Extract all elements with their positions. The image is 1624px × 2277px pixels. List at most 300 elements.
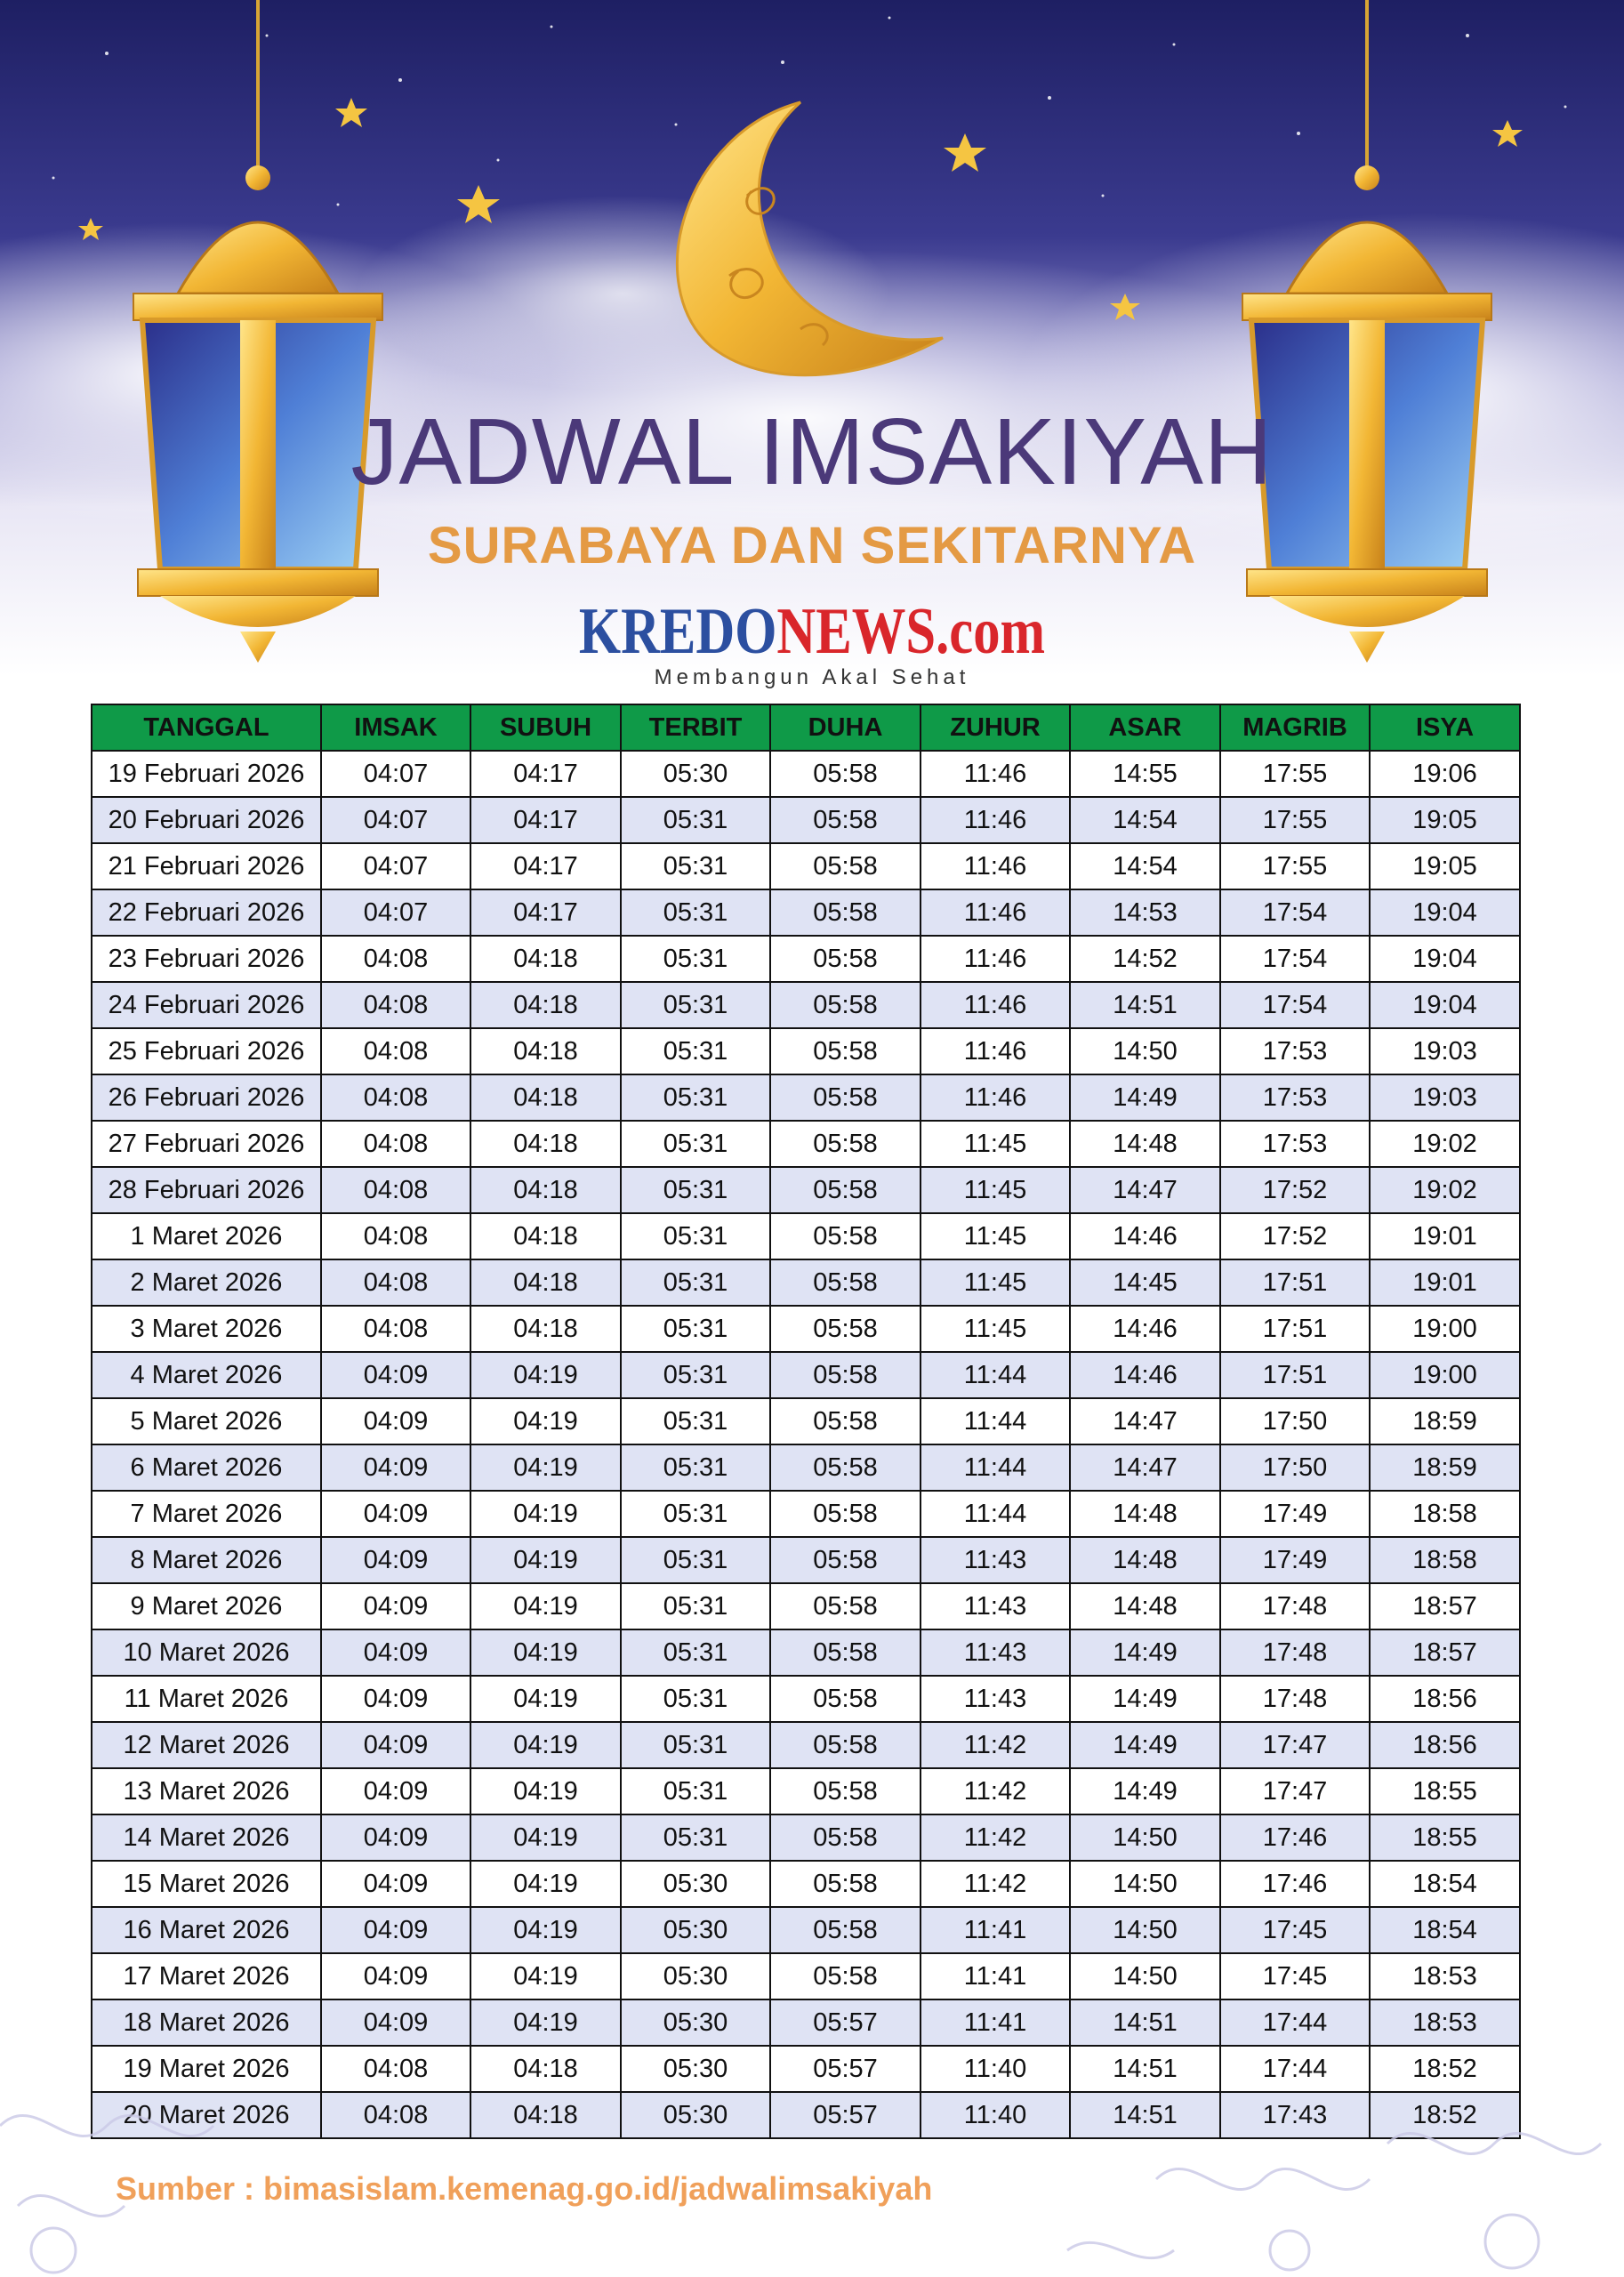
cell-terbit: 05:30 [621, 1907, 770, 1953]
cell-magrib: 17:49 [1220, 1537, 1370, 1583]
cell-subuh: 04:17 [470, 843, 621, 889]
cell-imsak: 04:08 [321, 2046, 470, 2092]
cell-magrib: 17:52 [1220, 1167, 1370, 1213]
cell-magrib: 17:44 [1220, 1999, 1370, 2046]
table-row [92, 797, 1520, 843]
cell-duha: 05:58 [770, 1213, 921, 1259]
cell-subuh: 04:19 [470, 1352, 621, 1398]
header-terbit: TERBIT [621, 704, 770, 751]
cell-asar: 14:46 [1070, 1352, 1220, 1398]
cell-tanggal: 14 Maret 2026 [92, 1814, 321, 1861]
cell-asar: 14:48 [1070, 1583, 1220, 1629]
cell-asar: 14:46 [1070, 1306, 1220, 1352]
cell-terbit: 05:31 [621, 1444, 770, 1491]
cell-magrib: 17:51 [1220, 1259, 1370, 1306]
cell-isya: 19:04 [1370, 982, 1520, 1028]
cell-imsak: 04:07 [321, 751, 470, 797]
cell-subuh: 04:19 [470, 1768, 621, 1814]
table-row [92, 1814, 1520, 1861]
cell-terbit: 05:31 [621, 1074, 770, 1121]
cell-isya: 18:57 [1370, 1629, 1520, 1676]
header-magrib: MAGRIB [1220, 704, 1370, 751]
cell-duha: 05:58 [770, 1491, 921, 1537]
cell-subuh: 04:18 [470, 1306, 621, 1352]
cell-asar: 14:54 [1070, 797, 1220, 843]
cell-isya: 19:05 [1370, 843, 1520, 889]
cell-zuhur: 11:41 [921, 1953, 1070, 1999]
table-row [92, 1028, 1520, 1074]
cell-zuhur: 11:40 [921, 2092, 1070, 2138]
cell-terbit: 05:31 [621, 1722, 770, 1768]
cell-isya: 19:02 [1370, 1121, 1520, 1167]
cell-terbit: 05:31 [621, 1768, 770, 1814]
cell-zuhur: 11:44 [921, 1352, 1070, 1398]
cell-tanggal: 25 Februari 2026 [92, 1028, 321, 1074]
cell-magrib: 17:48 [1220, 1629, 1370, 1676]
cell-isya: 18:52 [1370, 2092, 1520, 2138]
cell-duha: 05:58 [770, 843, 921, 889]
cell-terbit: 05:31 [621, 1398, 770, 1444]
cell-tanggal: 10 Maret 2026 [92, 1629, 321, 1676]
cell-tanggal: 19 Februari 2026 [92, 751, 321, 797]
cell-magrib: 17:50 [1220, 1398, 1370, 1444]
cell-isya: 19:02 [1370, 1167, 1520, 1213]
cell-isya: 18:56 [1370, 1676, 1520, 1722]
cell-zuhur: 11:44 [921, 1444, 1070, 1491]
cell-magrib: 17:53 [1220, 1121, 1370, 1167]
cell-subuh: 04:18 [470, 1167, 621, 1213]
cell-subuh: 04:17 [470, 889, 621, 936]
cell-imsak: 04:07 [321, 797, 470, 843]
cell-terbit: 05:31 [621, 1537, 770, 1583]
cell-isya: 18:55 [1370, 1814, 1520, 1861]
cell-terbit: 05:31 [621, 1583, 770, 1629]
cell-asar: 14:47 [1070, 1167, 1220, 1213]
cell-isya: 18:53 [1370, 1953, 1520, 1999]
cell-isya: 18:53 [1370, 1999, 1520, 2046]
cell-isya: 19:00 [1370, 1352, 1520, 1398]
cell-magrib: 17:48 [1220, 1676, 1370, 1722]
cell-imsak: 04:08 [321, 1074, 470, 1121]
cell-imsak: 04:08 [321, 982, 470, 1028]
cell-asar: 14:50 [1070, 1861, 1220, 1907]
cell-tanggal: 16 Maret 2026 [92, 1907, 321, 1953]
cell-tanggal: 11 Maret 2026 [92, 1676, 321, 1722]
table-row [92, 1537, 1520, 1583]
cell-imsak: 04:09 [321, 1907, 470, 1953]
cell-tanggal: 20 Februari 2026 [92, 797, 321, 843]
cell-magrib: 17:44 [1220, 2046, 1370, 2092]
poster-subtitle: SURABAYA DAN SEKITARNYA [427, 517, 1197, 575]
cell-asar: 14:47 [1070, 1444, 1220, 1491]
cell-duha: 05:58 [770, 1167, 921, 1213]
cell-subuh: 04:19 [470, 1398, 621, 1444]
cell-magrib: 17:53 [1220, 1074, 1370, 1121]
cell-asar: 14:46 [1070, 1213, 1220, 1259]
cell-asar: 14:49 [1070, 1768, 1220, 1814]
cell-subuh: 04:19 [470, 1537, 621, 1583]
cell-asar: 14:52 [1070, 936, 1220, 982]
cell-duha: 05:58 [770, 1907, 921, 1953]
table-row [92, 936, 1520, 982]
cell-tanggal: 28 Februari 2026 [92, 1167, 321, 1213]
header-subuh: SUBUH [470, 704, 621, 751]
table-row [92, 1074, 1520, 1121]
table-row [92, 751, 1520, 797]
cell-duha: 05:58 [770, 751, 921, 797]
cell-tanggal: 17 Maret 2026 [92, 1953, 321, 1999]
table-row [92, 1306, 1520, 1352]
cell-zuhur: 11:41 [921, 1907, 1070, 1953]
header-asar: ASAR [1070, 704, 1220, 751]
cell-isya: 18:59 [1370, 1444, 1520, 1491]
cell-imsak: 04:07 [321, 889, 470, 936]
cell-asar: 14:50 [1070, 1953, 1220, 1999]
cell-isya: 19:04 [1370, 889, 1520, 936]
cell-imsak: 04:09 [321, 1352, 470, 1398]
cell-isya: 19:01 [1370, 1259, 1520, 1306]
cell-isya: 18:58 [1370, 1491, 1520, 1537]
cell-isya: 19:03 [1370, 1028, 1520, 1074]
cell-tanggal: 1 Maret 2026 [92, 1213, 321, 1259]
cell-asar: 14:49 [1070, 1074, 1220, 1121]
cell-tanggal: 5 Maret 2026 [92, 1398, 321, 1444]
cell-zuhur: 11:46 [921, 889, 1070, 936]
cell-imsak: 04:09 [321, 1722, 470, 1768]
cell-subuh: 04:19 [470, 1814, 621, 1861]
cell-terbit: 05:30 [621, 2092, 770, 2138]
cell-imsak: 04:09 [321, 1768, 470, 1814]
cell-isya: 18:54 [1370, 1861, 1520, 1907]
cell-tanggal: 12 Maret 2026 [92, 1722, 321, 1768]
cell-tanggal: 21 Februari 2026 [92, 843, 321, 889]
table-row [92, 1121, 1520, 1167]
cell-duha: 05:57 [770, 2046, 921, 2092]
cell-isya: 19:01 [1370, 1213, 1520, 1259]
cell-subuh: 04:19 [470, 1953, 621, 1999]
table-row [92, 1768, 1520, 1814]
cell-imsak: 04:09 [321, 1629, 470, 1676]
cell-zuhur: 11:40 [921, 2046, 1070, 2092]
cell-zuhur: 11:42 [921, 1722, 1070, 1768]
cell-zuhur: 11:42 [921, 1768, 1070, 1814]
cell-imsak: 04:09 [321, 1491, 470, 1537]
cell-zuhur: 11:45 [921, 1306, 1070, 1352]
cell-asar: 14:47 [1070, 1398, 1220, 1444]
cell-tanggal: 3 Maret 2026 [92, 1306, 321, 1352]
cell-duha: 05:58 [770, 982, 921, 1028]
cell-asar: 14:51 [1070, 1999, 1220, 2046]
cell-tanggal: 8 Maret 2026 [92, 1537, 321, 1583]
cell-tanggal: 7 Maret 2026 [92, 1491, 321, 1537]
cell-imsak: 04:09 [321, 1861, 470, 1907]
table-row [92, 843, 1520, 889]
table-row [92, 1167, 1520, 1213]
cell-isya: 18:56 [1370, 1722, 1520, 1768]
cell-terbit: 05:31 [621, 1121, 770, 1167]
cell-terbit: 05:30 [621, 751, 770, 797]
table-row [92, 1999, 1520, 2046]
cell-imsak: 04:09 [321, 1444, 470, 1491]
cell-duha: 05:57 [770, 2092, 921, 2138]
cell-imsak: 04:08 [321, 1306, 470, 1352]
cell-subuh: 04:19 [470, 1629, 621, 1676]
cell-asar: 14:51 [1070, 2092, 1220, 2138]
poster-title: JADWAL IMSAKIYAH [350, 399, 1274, 504]
cell-zuhur: 11:43 [921, 1537, 1070, 1583]
cell-tanggal: 4 Maret 2026 [92, 1352, 321, 1398]
cell-duha: 05:57 [770, 1999, 921, 2046]
cell-isya: 18:55 [1370, 1768, 1520, 1814]
header-isya: ISYA [1370, 704, 1520, 751]
cell-zuhur: 11:42 [921, 1814, 1070, 1861]
cell-magrib: 17:47 [1220, 1722, 1370, 1768]
cell-subuh: 04:19 [470, 1491, 621, 1537]
cell-duha: 05:58 [770, 1074, 921, 1121]
cell-tanggal: 26 Februari 2026 [92, 1074, 321, 1121]
cell-asar: 14:51 [1070, 2046, 1220, 2092]
cell-asar: 14:51 [1070, 982, 1220, 1028]
cell-asar: 14:48 [1070, 1537, 1220, 1583]
cell-terbit: 05:31 [621, 889, 770, 936]
cell-magrib: 17:54 [1220, 982, 1370, 1028]
cell-duha: 05:58 [770, 1259, 921, 1306]
cell-subuh: 04:19 [470, 1444, 621, 1491]
cell-terbit: 05:31 [621, 1259, 770, 1306]
cell-terbit: 05:31 [621, 843, 770, 889]
cell-duha: 05:58 [770, 1306, 921, 1352]
cell-imsak: 04:09 [321, 1814, 470, 1861]
cell-imsak: 04:08 [321, 2092, 470, 2138]
cell-magrib: 17:50 [1220, 1444, 1370, 1491]
source-credit: Sumber : bimasislam.kemenag.go.id/jadwalimsakiyah [116, 2170, 933, 2207]
cell-terbit: 05:31 [621, 1676, 770, 1722]
cell-imsak: 04:09 [321, 1953, 470, 1999]
cell-duha: 05:58 [770, 1444, 921, 1491]
cell-terbit: 05:31 [621, 797, 770, 843]
cell-zuhur: 11:43 [921, 1676, 1070, 1722]
cell-subuh: 04:17 [470, 751, 621, 797]
cell-subuh: 04:18 [470, 982, 621, 1028]
cell-subuh: 04:18 [470, 1121, 621, 1167]
cell-magrib: 17:46 [1220, 1861, 1370, 1907]
cell-zuhur: 11:44 [921, 1491, 1070, 1537]
cell-tanggal: 24 Februari 2026 [92, 982, 321, 1028]
cell-magrib: 17:46 [1220, 1814, 1370, 1861]
cell-isya: 18:54 [1370, 1907, 1520, 1953]
table-row [92, 1629, 1520, 1676]
cell-imsak: 04:08 [321, 936, 470, 982]
cell-tanggal: 22 Februari 2026 [92, 889, 321, 936]
cell-terbit: 05:31 [621, 982, 770, 1028]
cell-terbit: 05:31 [621, 1629, 770, 1676]
cell-imsak: 04:08 [321, 1028, 470, 1074]
table-row [92, 1722, 1520, 1768]
cell-isya: 19:03 [1370, 1074, 1520, 1121]
brand-tagline: Membangun Akal Sehat [654, 665, 970, 689]
header-zuhur: ZUHUR [921, 704, 1070, 751]
cell-subuh: 04:18 [470, 1259, 621, 1306]
cell-zuhur: 11:44 [921, 1398, 1070, 1444]
cell-duha: 05:58 [770, 1121, 921, 1167]
cell-imsak: 04:09 [321, 1398, 470, 1444]
cell-isya: 18:57 [1370, 1583, 1520, 1629]
cell-terbit: 05:31 [621, 1213, 770, 1259]
cell-tanggal: 18 Maret 2026 [92, 1999, 321, 2046]
cell-magrib: 17:47 [1220, 1768, 1370, 1814]
cell-subuh: 04:19 [470, 1676, 621, 1722]
cell-terbit: 05:30 [621, 1999, 770, 2046]
cell-asar: 14:50 [1070, 1907, 1220, 1953]
table-row [92, 889, 1520, 936]
cell-duha: 05:58 [770, 1768, 921, 1814]
cell-duha: 05:58 [770, 1676, 921, 1722]
cell-isya: 18:52 [1370, 2046, 1520, 2092]
cell-duha: 05:58 [770, 1398, 921, 1444]
cell-subuh: 04:18 [470, 936, 621, 982]
cell-tanggal: 2 Maret 2026 [92, 1259, 321, 1306]
cell-magrib: 17:51 [1220, 1306, 1370, 1352]
cell-duha: 05:58 [770, 797, 921, 843]
cell-terbit: 05:31 [621, 1352, 770, 1398]
brand-logo [146, 596, 1477, 667]
cell-duha: 05:58 [770, 1629, 921, 1676]
cell-zuhur: 11:45 [921, 1213, 1070, 1259]
cell-subuh: 04:18 [470, 1213, 621, 1259]
cell-terbit: 05:31 [621, 1491, 770, 1537]
table-row [92, 1953, 1520, 1999]
cell-subuh: 04:18 [470, 2046, 621, 2092]
cell-imsak: 04:08 [321, 1213, 470, 1259]
cell-isya: 18:59 [1370, 1398, 1520, 1444]
cell-magrib: 17:54 [1220, 889, 1370, 936]
cell-zuhur: 11:45 [921, 1259, 1070, 1306]
brand-logo-part1: KREDO [578, 595, 777, 668]
cell-magrib: 17:49 [1220, 1491, 1370, 1537]
table-row [92, 1676, 1520, 1722]
cell-duha: 05:58 [770, 1814, 921, 1861]
cell-zuhur: 11:45 [921, 1121, 1070, 1167]
brand-logo-part2: NEWS.com [776, 595, 1046, 668]
cell-terbit: 05:31 [621, 1167, 770, 1213]
cell-tanggal: 13 Maret 2026 [92, 1768, 321, 1814]
cell-zuhur: 11:46 [921, 797, 1070, 843]
cell-zuhur: 11:46 [921, 751, 1070, 797]
cell-imsak: 04:08 [321, 1259, 470, 1306]
cell-zuhur: 11:41 [921, 1999, 1070, 2046]
header-duha: DUHA [770, 704, 921, 751]
cell-magrib: 17:55 [1220, 797, 1370, 843]
table-row [92, 982, 1520, 1028]
cell-imsak: 04:08 [321, 1167, 470, 1213]
cell-tanggal: 27 Februari 2026 [92, 1121, 321, 1167]
cell-zuhur: 11:46 [921, 843, 1070, 889]
cell-magrib: 17:52 [1220, 1213, 1370, 1259]
cell-tanggal: 6 Maret 2026 [92, 1444, 321, 1491]
table-row [92, 1861, 1520, 1907]
cell-asar: 14:50 [1070, 1028, 1220, 1074]
cell-zuhur: 11:46 [921, 982, 1070, 1028]
cell-duha: 05:58 [770, 1028, 921, 1074]
cell-tanggal: 19 Maret 2026 [92, 2046, 321, 2092]
cell-terbit: 05:30 [621, 1861, 770, 1907]
cell-terbit: 05:31 [621, 1028, 770, 1074]
cell-asar: 14:49 [1070, 1722, 1220, 1768]
cell-imsak: 04:09 [321, 1999, 470, 2046]
cell-subuh: 04:18 [470, 1074, 621, 1121]
cell-magrib: 17:54 [1220, 936, 1370, 982]
cell-asar: 14:48 [1070, 1121, 1220, 1167]
cell-duha: 05:58 [770, 1537, 921, 1583]
table-row [92, 1444, 1520, 1491]
cell-duha: 05:58 [770, 936, 921, 982]
cell-duha: 05:58 [770, 889, 921, 936]
table-row [92, 1907, 1520, 1953]
cell-tanggal: 15 Maret 2026 [92, 1861, 321, 1907]
cell-subuh: 04:19 [470, 1907, 621, 1953]
cell-zuhur: 11:46 [921, 1028, 1070, 1074]
cell-isya: 19:04 [1370, 936, 1520, 982]
cell-terbit: 05:31 [621, 936, 770, 982]
cell-asar: 14:50 [1070, 1814, 1220, 1861]
cell-magrib: 17:55 [1220, 751, 1370, 797]
cell-isya: 19:05 [1370, 797, 1520, 843]
table-row [92, 1398, 1520, 1444]
table-row [92, 1583, 1520, 1629]
cell-isya: 19:00 [1370, 1306, 1520, 1352]
imsakiyah-schedule-table [91, 704, 1521, 2139]
cell-isya: 19:06 [1370, 751, 1520, 797]
cell-asar: 14:48 [1070, 1491, 1220, 1537]
table-row [92, 1259, 1520, 1306]
cell-asar: 14:45 [1070, 1259, 1220, 1306]
cell-subuh: 04:18 [470, 2092, 621, 2138]
table-row [92, 1491, 1520, 1537]
table-row [92, 1352, 1520, 1398]
cell-zuhur: 11:45 [921, 1167, 1070, 1213]
cell-asar: 14:53 [1070, 889, 1220, 936]
cell-zuhur: 11:46 [921, 1074, 1070, 1121]
cell-asar: 14:55 [1070, 751, 1220, 797]
cell-terbit: 05:31 [621, 1814, 770, 1861]
cell-tanggal: 23 Februari 2026 [92, 936, 321, 982]
cell-magrib: 17:45 [1220, 1907, 1370, 1953]
cell-zuhur: 11:43 [921, 1583, 1070, 1629]
cell-tanggal: 20 Maret 2026 [92, 2092, 321, 2138]
cell-magrib: 17:53 [1220, 1028, 1370, 1074]
cell-imsak: 04:08 [321, 1121, 470, 1167]
header-imsak: IMSAK [321, 704, 470, 751]
cell-zuhur: 11:43 [921, 1629, 1070, 1676]
cell-imsak: 04:09 [321, 1583, 470, 1629]
cell-zuhur: 11:46 [921, 936, 1070, 982]
header-tanggal: TANGGAL [92, 704, 321, 751]
cell-duha: 05:58 [770, 1953, 921, 1999]
cell-magrib: 17:45 [1220, 1953, 1370, 1999]
cell-magrib: 17:43 [1220, 2092, 1370, 2138]
cell-magrib: 17:51 [1220, 1352, 1370, 1398]
table-header-row [92, 704, 1520, 751]
cell-imsak: 04:09 [321, 1676, 470, 1722]
cell-subuh: 04:17 [470, 797, 621, 843]
cell-magrib: 17:55 [1220, 843, 1370, 889]
cell-asar: 14:54 [1070, 843, 1220, 889]
cell-subuh: 04:19 [470, 1583, 621, 1629]
cell-tanggal: 9 Maret 2026 [92, 1583, 321, 1629]
cell-zuhur: 11:42 [921, 1861, 1070, 1907]
cell-imsak: 04:07 [321, 843, 470, 889]
cell-asar: 14:49 [1070, 1676, 1220, 1722]
